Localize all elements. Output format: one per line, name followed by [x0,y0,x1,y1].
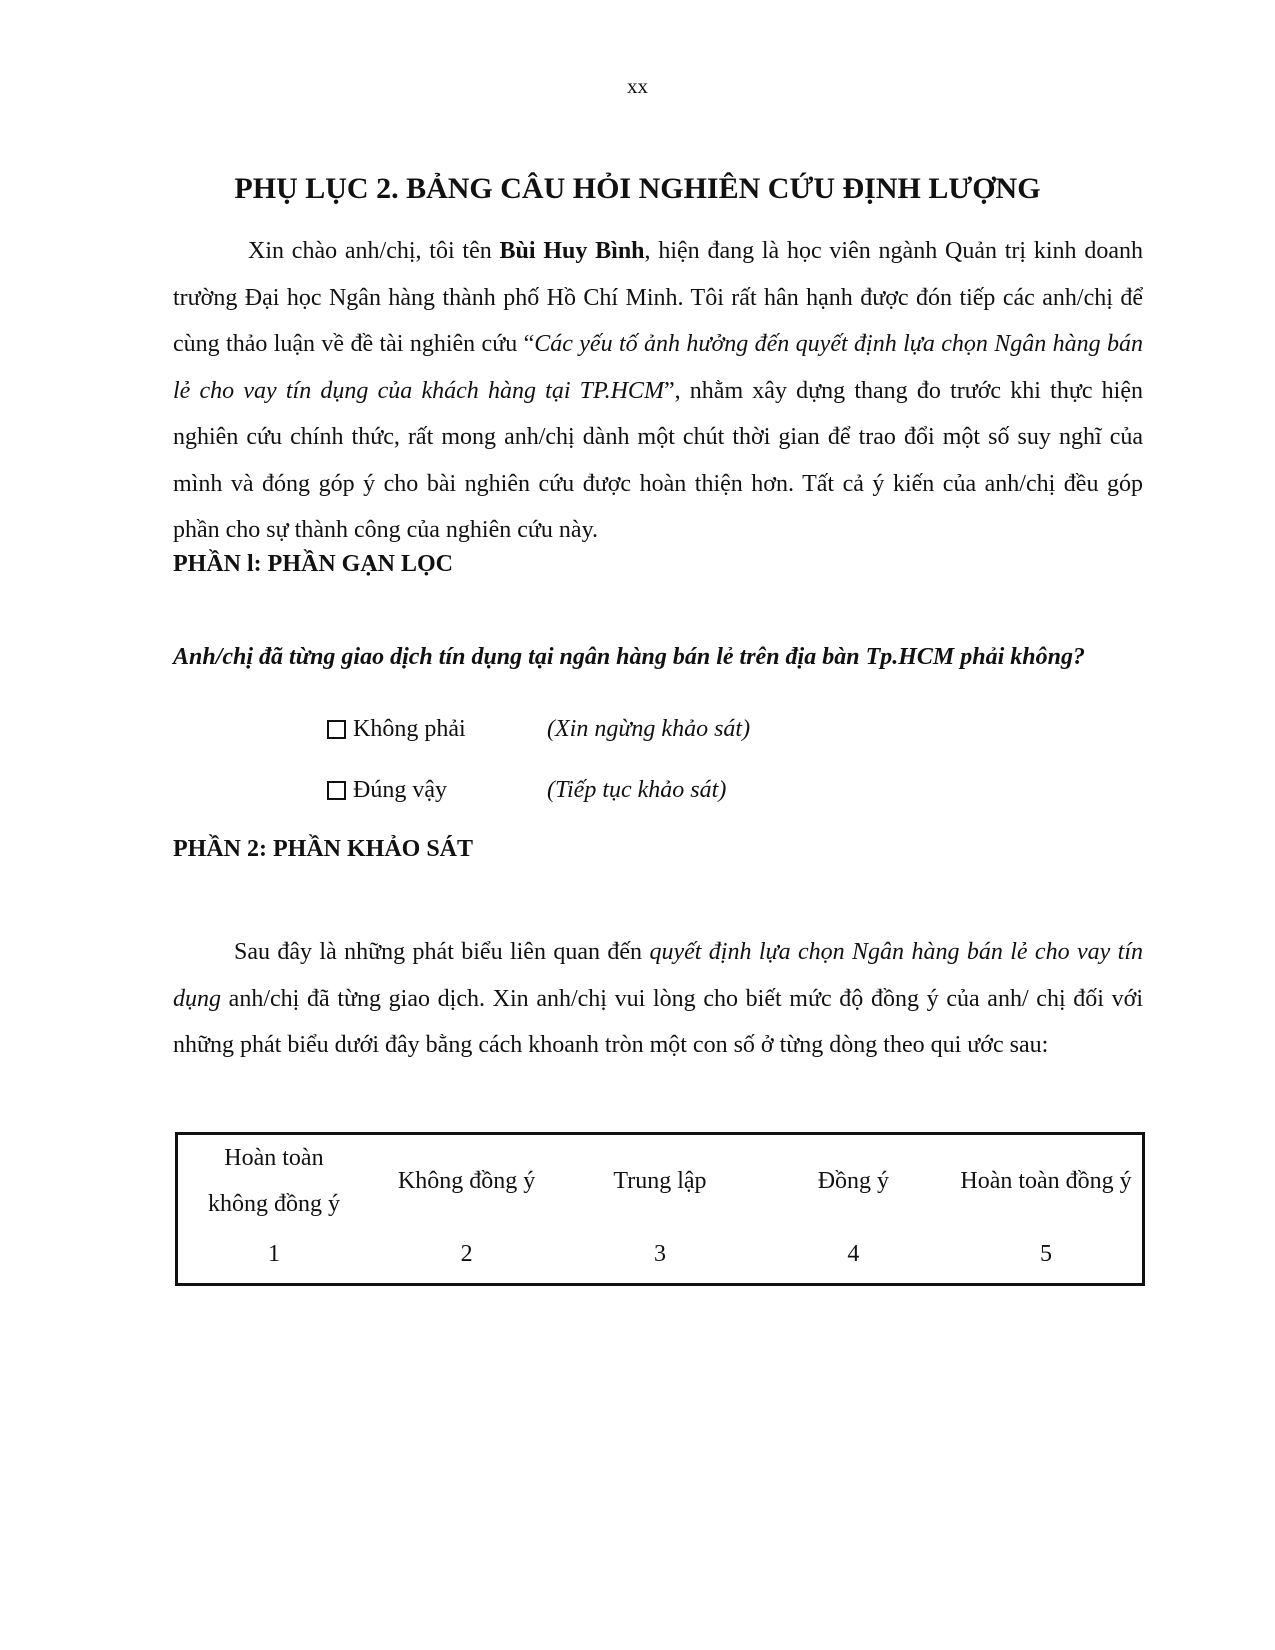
intro-text-2: , hiện đang là học viên ngành Quản trị kinh doanh trường Đại học Ngân hàng thành phố Hồ Chí Minh. Tôi rất hân hạnh được đón tiếp các anh/chị để cùng thảo luận về đề tài nghiên cứu “ [173,238,1143,357]
scale-value-5: 5 [1040,1241,1053,1267]
intro-text-1: Xin chào anh/chị, tôi tên [248,238,500,264]
instructions-text-2: anh/chị đã từng giao dịch. Xin anh/chị vui lòng cho biết mức độ đồng ý của anh/ chị đối với những phát biểu dưới đây bằng cách khoanh tròn một con số ở từng dòng theo qui ước sau: [173,985,1143,1058]
option-yes[interactable] [327,777,726,804]
intro-text-3: ”, nhằm xây dựng thang đo trước khi thực hiện nghiên cứu chính thức, rất mong anh/chị dành một chút thời gian để trao đổi một số suy nghĩ của mình và đóng góp ý cho bài nghiên cứu được hoàn thiện hơn. Tất cả ý kiến của anh/chị đều góp phần cho sự thành công của nghiên cứu này. [173,377,1144,543]
page-number: xx [627,74,648,98]
option-no-note: (Xin ngừng khảo sát) [547,716,751,742]
option-yes-label: Đúng vậy [353,777,447,803]
likert-scale-table [175,1132,1145,1286]
instructions-emphasis: quyết định lựa chọn Ngân hàng bán lẻ cho vay tín dụng [173,939,1144,1012]
option-no[interactable] [327,716,750,743]
option-no-label: Không phải [353,716,466,742]
scale-value-3: 3 [653,1241,666,1267]
scale-labels-row [177,1134,1144,1228]
part2-heading: PHẦN 2: PHẦN KHẢO SÁT [173,836,473,862]
scale-value-2: 2 [460,1241,473,1267]
author-name: Bùi Huy Bình [499,238,645,264]
scale-value-1: 1 [267,1241,280,1267]
page-title: PHỤ LỤC 2. BẢNG CÂU HỎI NGHIÊN CỨU ĐỊNH LƯỢNG [234,172,1041,205]
instructions-text-1: Sau đây là những phát biểu liên quan đến [234,939,650,965]
scale-label-2: Không đồng ý [397,1168,536,1194]
scale-label-5: Hoàn toàn đồng ý [960,1168,1132,1194]
checkbox-yes[interactable] [327,781,346,800]
scale-value-4: 4 [847,1241,860,1267]
part1-heading: PHẦN l: PHẦN GẠN LỌC [173,551,453,577]
scale-label-3: Trung lập [613,1168,707,1194]
option-yes-note: (Tiếp tục khảo sát) [547,777,727,803]
checkbox-no[interactable] [327,720,346,739]
scale-label-1: Hoàn toàn không đồng ý [207,1145,340,1217]
scale-values-row [177,1227,1144,1285]
intro-paragraph [173,228,1143,554]
screening-question: Anh/chị đã từng giao dịch tín dụng tại ngân hàng bán lẻ trên địa bàn Tp.HCM phải không? [173,644,1085,670]
survey-instructions [173,929,1143,1069]
research-topic: Các yếu tố ảnh hưởng đến quyết định lựa chọn Ngân hàng bán lẻ cho vay tín dụng của khách hàng tại TP.HCM [173,331,1143,404]
scale-label-4: Đồng ý [817,1168,890,1194]
